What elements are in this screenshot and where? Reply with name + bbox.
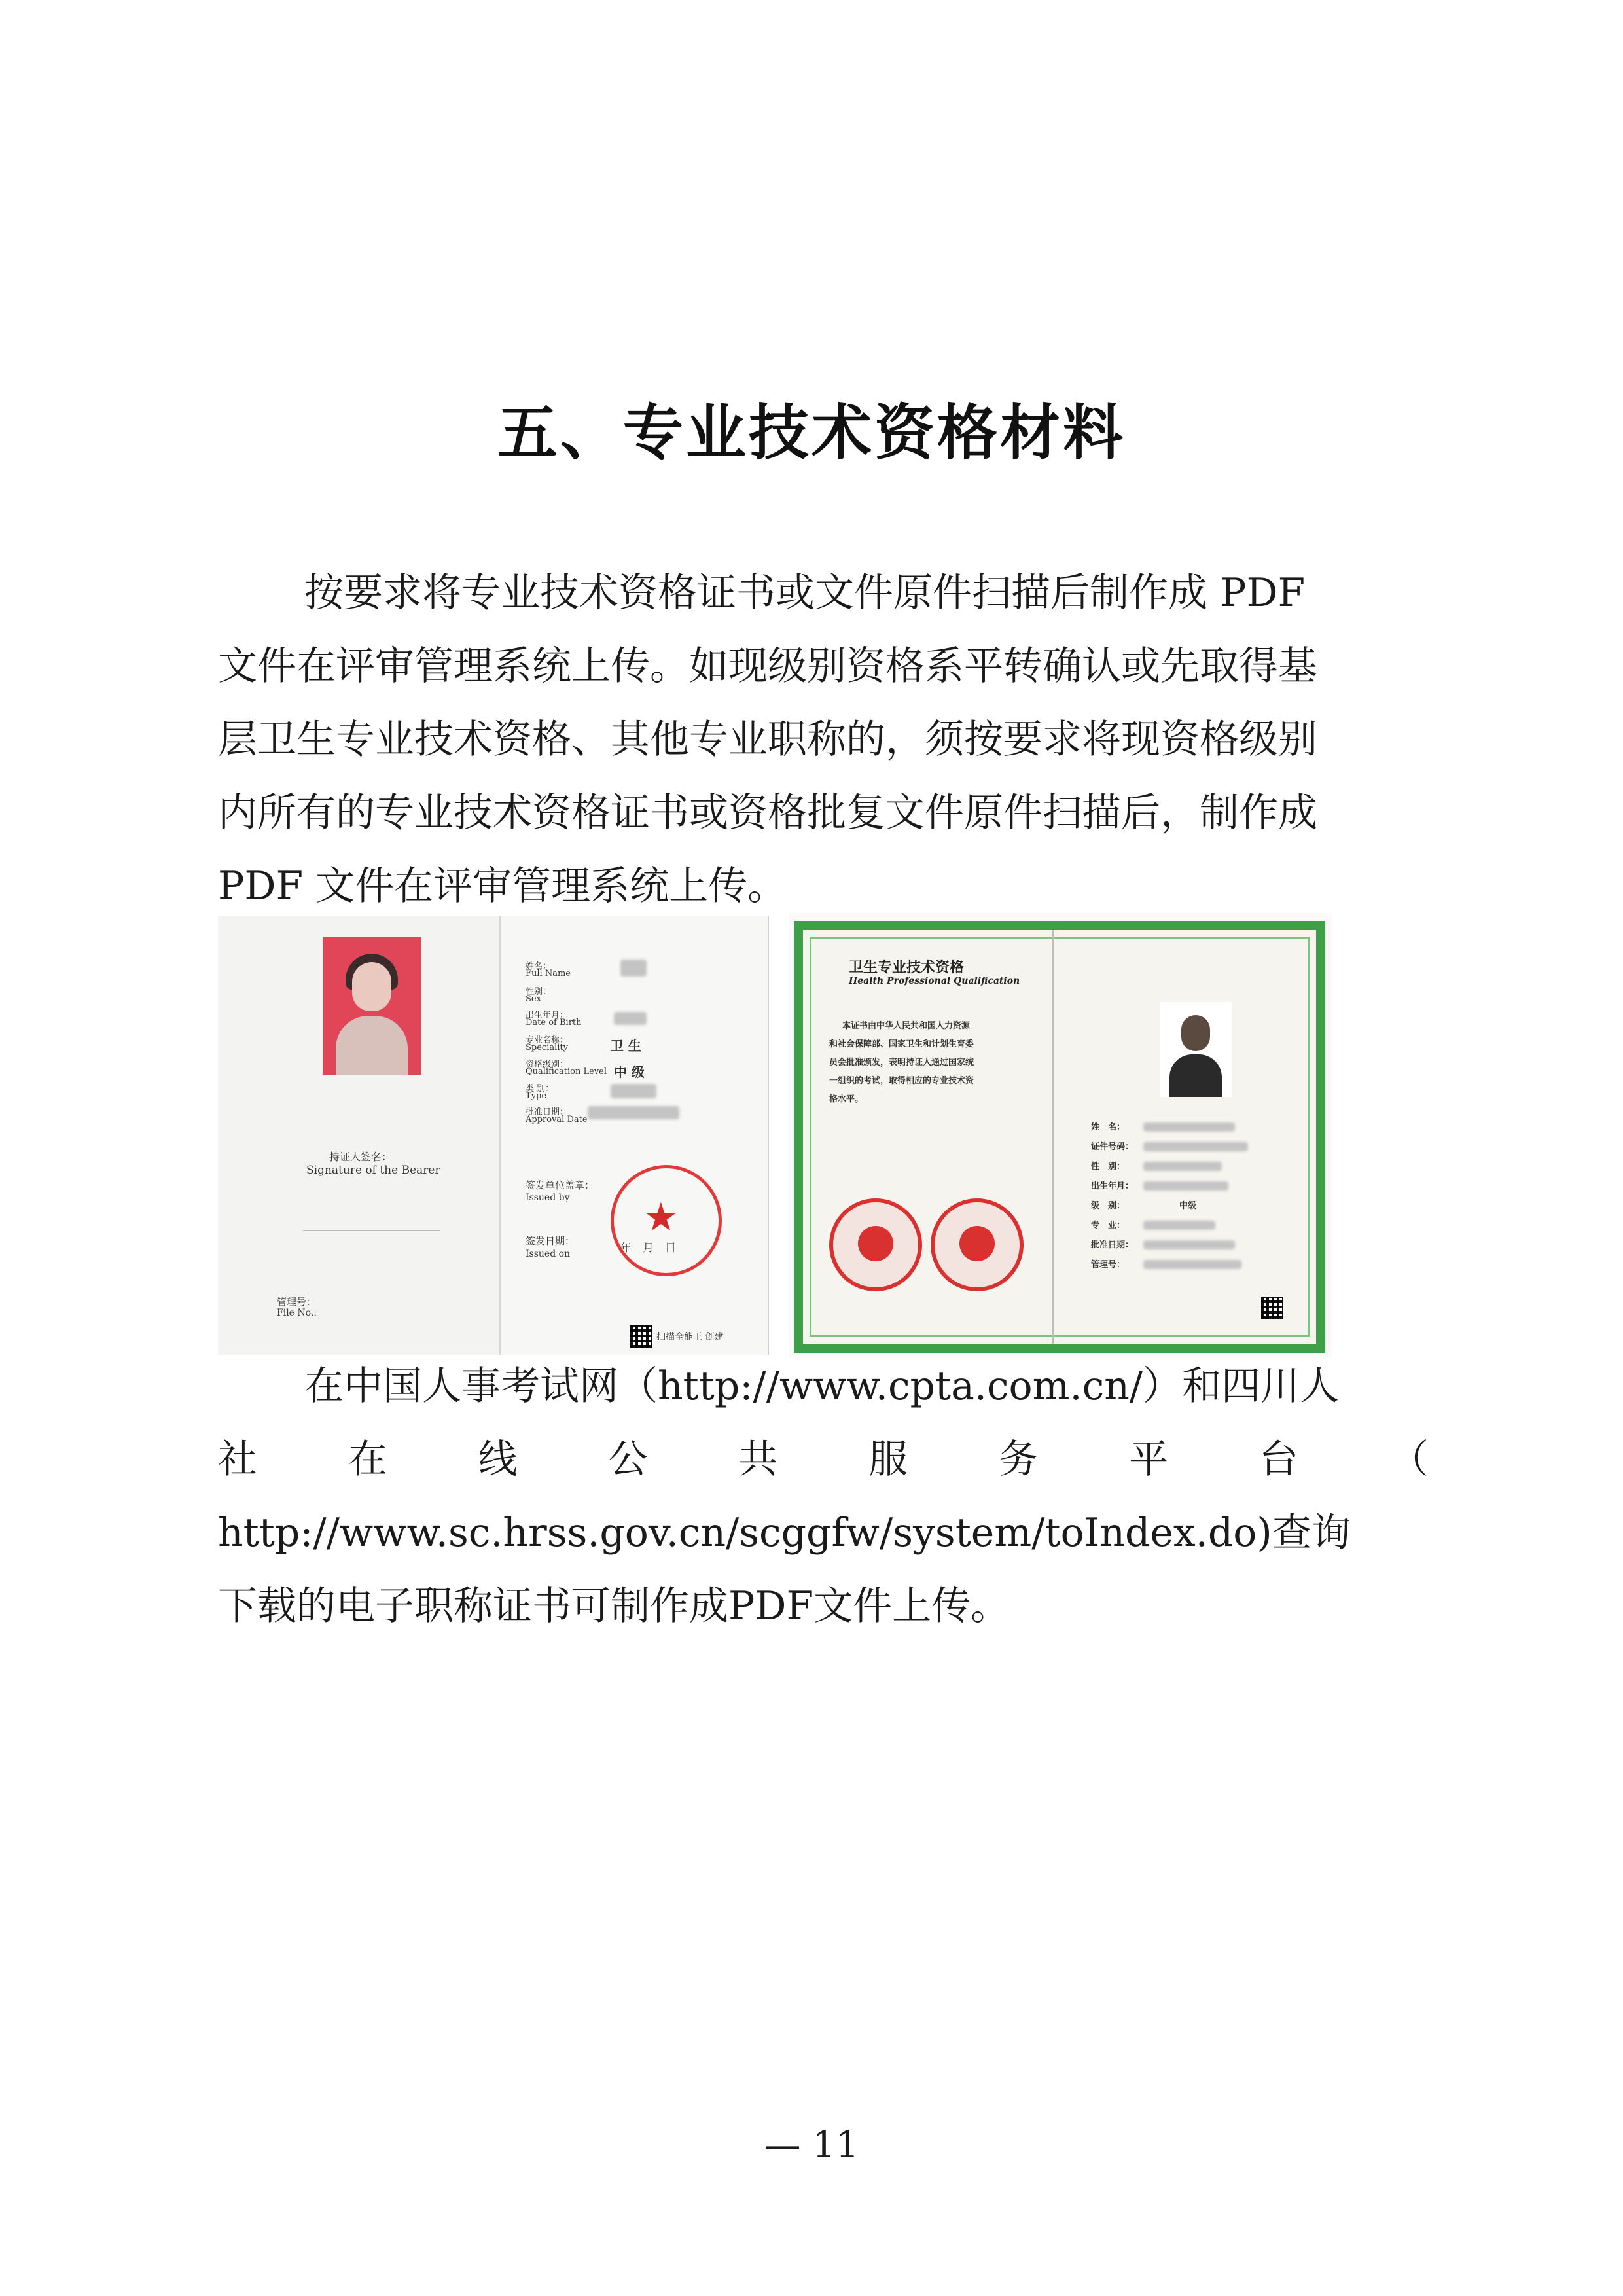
char: 平 [1129, 1437, 1169, 1482]
cert-field-label: 出生年月： [1091, 1181, 1134, 1191]
field-speciality-cn: 专业名称： [526, 1035, 569, 1045]
certificate-body-line: 和社会保障部、国家卫生和计划生育委 [829, 1039, 974, 1049]
paragraph-line: 下载的电子职称证书可制作成PDF文件上传。 [218, 1583, 1010, 1629]
qualification-booklet-image [218, 916, 769, 1355]
certificate-body-line: 格水平。 [829, 1094, 864, 1104]
page-number: — 11 [764, 2124, 859, 2166]
char: 共 [738, 1437, 778, 1482]
field-name-cn: 姓名： [526, 961, 552, 971]
qr-code-icon [630, 1325, 652, 1348]
paragraph-line: 内所有的专业技术资格证书或资格批复文件原件扫描后，制作成 [218, 790, 1317, 836]
redacted-field [1143, 1240, 1235, 1249]
cert-field-label: 证件号码： [1091, 1142, 1134, 1152]
cert-field-label: 管理号： [1091, 1260, 1126, 1270]
field-type-cn: 类 别： [526, 1084, 554, 1094]
section-title: 五、专业技术资格材料 [497, 398, 1126, 468]
field-dob-en: Date of Birth [526, 1018, 582, 1028]
certificate-border [794, 921, 1325, 1353]
certificate-fold [1052, 930, 1054, 1344]
seal-star-icon: ★ [643, 1194, 679, 1240]
signature-line [303, 1230, 440, 1231]
speciality-value: 卫 生 [611, 1038, 641, 1054]
level-value: 中 级 [614, 1064, 645, 1080]
field-level-en: Qualification Level [526, 1067, 607, 1077]
certificate-body-line: 一组织的考试，取得相应的专业技术资 [829, 1076, 974, 1086]
char: 台 [1259, 1437, 1298, 1482]
certificate-qr-icon [1261, 1297, 1283, 1319]
cert-field-label: 级 别： [1091, 1201, 1126, 1211]
char: 服 [868, 1437, 908, 1482]
field-name-en: Full Name [526, 969, 571, 978]
cert-level-value: 中级 [1179, 1201, 1197, 1211]
field-sex-en: Sex [526, 994, 541, 1004]
certificate-body-line: 本证书由中华人民共和国人力资源 [842, 1021, 971, 1031]
file-label-en: File No.: [277, 1308, 317, 1318]
signature-label-en: Signature of the Bearer [306, 1164, 440, 1177]
paragraph-line: PDF 文件在评审管理系统上传。 [218, 863, 787, 909]
instruction-paragraph [218, 556, 1429, 923]
issued-on-value: 年 月 日 [620, 1242, 676, 1255]
certificate-body-line: 员会批准颁发，表明持证人通过国家统 [829, 1058, 974, 1067]
redacted-field [1143, 1162, 1222, 1171]
paragraph-line: 层卫生专业技术资格、其他专业职称的，须按要求将现资格级别 [218, 717, 1317, 762]
ministry-seal [829, 1198, 922, 1291]
paragraph-line: 文件在评审管理系统上传。如现级别资格系平转确认或先取得基 [218, 643, 1317, 689]
commission-seal [931, 1198, 1024, 1291]
redacted-field [1143, 1260, 1241, 1269]
cert-field-label: 专 业： [1091, 1221, 1126, 1230]
scanner-watermark: 扫描全能王 创建 [656, 1332, 724, 1342]
booklet-right-page [501, 916, 768, 1355]
bearer-photo [323, 937, 421, 1075]
cert-field-label: 批准日期： [1091, 1240, 1134, 1250]
char: 社 [218, 1437, 257, 1482]
issued-by-en: Issued by [526, 1193, 570, 1203]
char: 务 [999, 1437, 1039, 1482]
paragraph-line: 按要求将专业技术资格证书或文件原件扫描后制作成 PDF [304, 570, 1306, 616]
redacted-field [1143, 1142, 1248, 1151]
char: 在 [348, 1437, 387, 1482]
field-level-cn: 资格级别： [526, 1060, 569, 1069]
redacted-field [1143, 1122, 1235, 1132]
cert-field-label: 性 别： [1091, 1162, 1126, 1172]
issued-on-cn: 签发日期： [526, 1235, 575, 1247]
issued-by-cn: 签发单位盖章： [526, 1179, 595, 1191]
redacted-field [1143, 1181, 1228, 1191]
redacted-field [1143, 1221, 1215, 1230]
char: 线 [478, 1437, 518, 1482]
redacted-name [620, 960, 647, 977]
redacted-type [611, 1084, 656, 1098]
signature-label-cn: 持证人签名： [329, 1151, 393, 1163]
field-approval-cn: 批准日期： [526, 1107, 569, 1117]
char: （ [1389, 1437, 1429, 1482]
holder-photo [1160, 1002, 1232, 1097]
redacted-approval [588, 1106, 679, 1119]
field-speciality-en: Speciality [526, 1043, 568, 1052]
char: 公 [608, 1437, 648, 1482]
field-dob-cn: 出生年月： [526, 1011, 569, 1020]
redacted-dob [614, 1012, 647, 1025]
paragraph-line-justified [218, 1423, 1429, 1496]
health-certificate-image [789, 913, 1332, 1358]
cert-field-label: 姓 名： [1091, 1122, 1126, 1132]
download-paragraph [218, 1350, 1429, 1643]
field-sex-cn: 性别： [526, 987, 552, 997]
certificate-subtitle: Health Professional Qualification [849, 976, 1020, 986]
file-label-cn: 管理号： [277, 1296, 317, 1308]
issued-on-en: Issued on [526, 1249, 571, 1259]
certificate-title: 卫生专业技术资格 [849, 960, 965, 976]
field-approval-en: Approval Date [526, 1115, 588, 1124]
paragraph-line: 在中国人事考试网（http://www.cpta.com.cn/）和四川人 [304, 1363, 1340, 1409]
field-type-en: Type [526, 1091, 547, 1101]
paragraph-line: http://www.sc.hrss.gov.cn/scggfw/system/toIndex.do)查询 [218, 1510, 1351, 1556]
